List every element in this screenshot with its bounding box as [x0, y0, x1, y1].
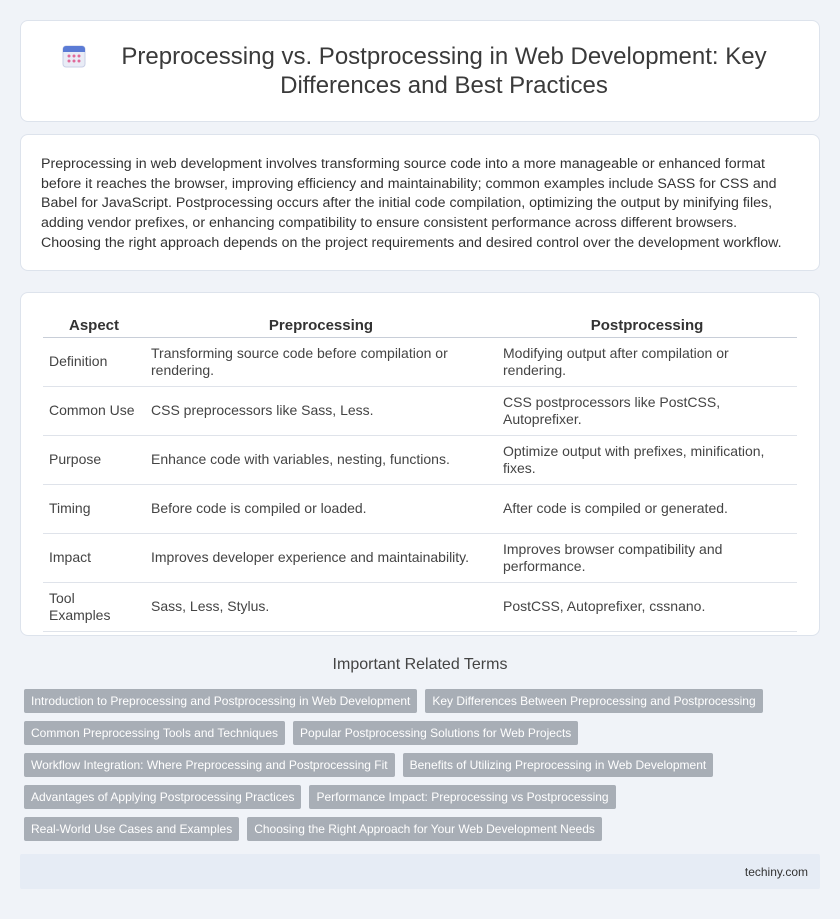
- table-row: [43, 533, 797, 582]
- related-terms-title: Important Related Terms: [332, 656, 508, 673]
- row-aspect: Common Use: [43, 386, 145, 435]
- related-tag[interactable]: Real-World Use Cases and Examples: [24, 817, 239, 841]
- related-tag[interactable]: Popular Postprocessing Solutions for Web Projects: [293, 721, 578, 745]
- comparison-table-card: [20, 292, 820, 636]
- row-preprocessing: Improves developer experience and maintainability.: [145, 533, 497, 582]
- table-row: [43, 484, 797, 533]
- related-tag[interactable]: Common Preprocessing Tools and Techniques: [24, 721, 285, 745]
- row-aspect: Definition: [43, 337, 145, 386]
- related-tag[interactable]: Choosing the Right Approach for Your Web Development Needs: [247, 817, 602, 841]
- row-postprocessing: PostCSS, Autoprefixer, cssnano.: [497, 582, 797, 631]
- row-aspect: Tool Examples: [43, 582, 145, 631]
- page-title: Preprocessing vs. Postprocessing in Web Development: Key Differences and Best Practices: [121, 43, 767, 99]
- table-row: [43, 337, 797, 386]
- row-aspect: Timing: [43, 484, 145, 533]
- row-aspect: Impact: [43, 533, 145, 582]
- table-row: [43, 435, 797, 484]
- calendar-icon: [61, 43, 87, 69]
- row-preprocessing: CSS preprocessors like Sass, Less.: [145, 386, 497, 435]
- related-tag[interactable]: Workflow Integration: Where Preprocessing and Postprocessing Fit: [24, 753, 395, 777]
- related-tag[interactable]: Introduction to Preprocessing and Postprocessing in Web Development: [24, 689, 417, 713]
- header-postprocessing: Postprocessing: [497, 313, 797, 337]
- related-tag[interactable]: Key Differences Between Preprocessing and Postprocessing: [425, 689, 762, 713]
- table-row: [43, 386, 797, 435]
- row-preprocessing: Enhance code with variables, nesting, functions.: [145, 435, 497, 484]
- related-tag[interactable]: Benefits of Utilizing Preprocessing in Web Development: [403, 753, 714, 777]
- row-postprocessing: CSS postprocessors like PostCSS, Autoprefixer.: [497, 386, 797, 435]
- footer-bar: [20, 854, 820, 889]
- header-preprocessing: Preprocessing: [145, 313, 497, 337]
- row-preprocessing: Before code is compiled or loaded.: [145, 484, 497, 533]
- row-postprocessing: Improves browser compatibility and performance.: [497, 533, 797, 582]
- comparison-table: [43, 313, 797, 632]
- related-tags: [24, 689, 816, 849]
- table-row: [43, 582, 797, 631]
- row-postprocessing: Modifying output after compilation or rendering.: [497, 337, 797, 386]
- header-aspect: Aspect: [43, 313, 145, 337]
- header-card: [20, 20, 820, 122]
- table-header-row: [43, 313, 797, 337]
- row-aspect: Purpose: [43, 435, 145, 484]
- related-tag[interactable]: Advantages of Applying Postprocessing Practices: [24, 785, 301, 809]
- intro-card: [20, 134, 820, 271]
- row-postprocessing: After code is compiled or generated.: [497, 484, 797, 533]
- row-postprocessing: Optimize output with prefixes, minification, fixes.: [497, 435, 797, 484]
- intro-paragraph: Preprocessing in web development involves transforming source code into a more manageable or enhanced format before it reaches the browser, improving efficiency and maintainability; common examples include SASS for CSS and Babel for JavaScript. Postprocessing occurs after the initial code compilation, optimizing the output by minifying files, adding vendor prefixes, or enhancing compatibility to ensure consistent performance across different browsers. Choosing the right approach depends on the project requirements and desired control over the development workflow.: [41, 156, 782, 251]
- row-preprocessing: Sass, Less, Stylus.: [145, 582, 497, 631]
- related-tag[interactable]: Performance Impact: Preprocessing vs Postprocessing: [309, 785, 615, 809]
- footer-site-link[interactable]: techiny.com: [744, 864, 808, 879]
- row-preprocessing: Transforming source code before compilation or rendering.: [145, 337, 497, 386]
